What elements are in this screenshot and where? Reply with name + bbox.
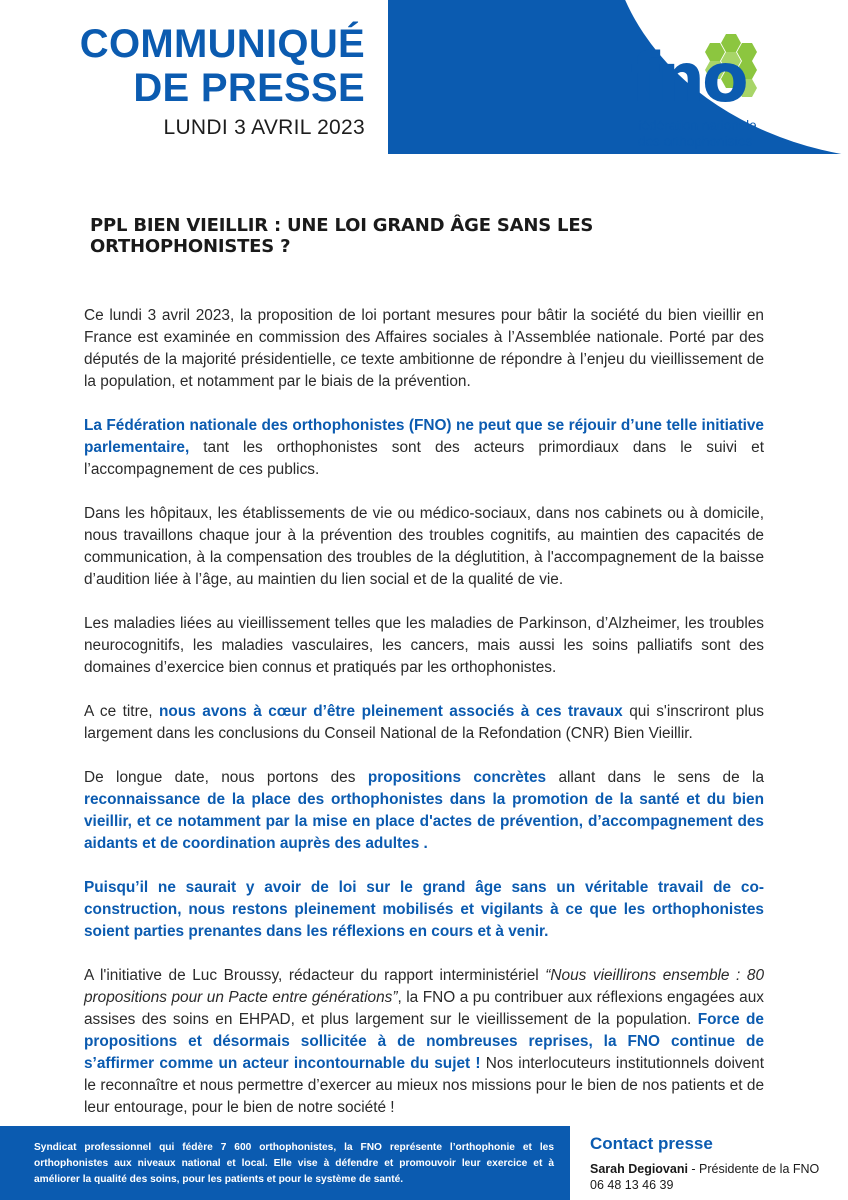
- paragraph: Les maladies liées au vieillissement telles que les maladies de Parkinson, d’Alzheimer, les troubles neurocognitifs, les maladies vasculaires, les cancers, mais aussi les soins palliatifs sont des domaines d’exercice bien connus et pratiqués par les orthophonistes.: [84, 615, 764, 676]
- logo-subtitle-line-2: des orthophonistes: [638, 134, 753, 149]
- logo-subtitle-line-1: fédération nationale: [638, 118, 757, 133]
- paragraph: La Fédération nationale des orthophonistes (FNO) ne peut que se réjouir d’une telle initiative parlementaire, tant les orthophonistes sont des acteurs primordiaux dans le suivi et l’accompagnement de ces publics.: [84, 417, 764, 478]
- release-date: LUNDI 3 AVRIL 2023: [163, 116, 365, 139]
- headline: PPL BIEN VIEILLIR : UNE LOI GRAND ÂGE SANS LES ORTHOPHONISTES ?: [90, 215, 594, 257]
- press-contact: [590, 1134, 840, 1192]
- logo-wordmark: fno: [630, 39, 746, 118]
- paragraph: De longue date, nous portons des propositions concrètes allant dans le sens de la reconnaissance de la place des orthophonistes dans la promotion de la santé et du bien vieillir, et ce notamment par la mise en place d'actes de prévention, d’accompagnement des aidants et de coordination auprès des adultes .: [84, 769, 765, 852]
- logo-subtitle: [638, 118, 788, 150]
- contact-name: Sarah Degiovani: [590, 1162, 688, 1176]
- paragraph: Dans les hôpitaux, les établissements de vie ou médico-sociaux, dans nos cabinets ou à domicile, nous travaillons chaque jour à la prévention des troubles cognitifs, au maintien des capacités de communication, à la compensation des troubles de la déglutition, à l'accompagnement de la baisse d’audition liée à l’âge, au maintien du lien social et de la qualité de vie.: [84, 505, 764, 588]
- contact-title: Contact presse: [590, 1134, 713, 1153]
- press-release-title: [40, 22, 365, 140]
- title-line-1: COMMUNIQUÉ: [79, 22, 365, 66]
- footer-description: Syndicat professionnel qui fédère 7 600 orthophonistes, la FNO représente l’orthophonie et les orthophonistes aux niveaux national et local. Elle vise à défendre et promouvoir leur exercice et à améliorer la qualité des soins, pour les patients et pour le système de santé.: [34, 1142, 554, 1185]
- paragraph: Ce lundi 3 avril 2023, la proposition de loi portant mesures pour bâtir la société du bien vieillir en France est examinée en commission des Affaires sociales à l’Assemblée nationale. Porté par des députés de la majorité présidentielle, ce texte ambitionne de répondre à l’enjeu du vieillissement de la population, et notamment par le biais de la prévention.: [84, 307, 764, 390]
- fno-logo: [620, 30, 820, 150]
- contact-role: - Présidente de la FNO: [687, 1162, 820, 1176]
- body-text: [84, 305, 764, 1141]
- paragraph: A ce titre, nous avons à cœur d’être pleinement associés à ces travaux qui s'inscriront plus largement dans les conclusions du Conseil National de la Refondation (CNR) Bien Vieillir.: [84, 703, 765, 742]
- title-line-2: DE PRESSE: [133, 66, 365, 110]
- contact-phone: 06 48 13 46 39: [590, 1178, 674, 1192]
- paragraph: Puisqu’il ne saurait y avoir de loi sur le grand âge sans un véritable travail de co-construction, nous restons pleinement mobilisés et vigilants à ce que les orthophonistes soient parties prenantes dans les réflexions en cours et à venir.: [84, 879, 764, 940]
- paragraph: A l'initiative de Luc Broussy, rédacteur du rapport interministériel “Nous vieillirons ensemble : 80 propositions pour un Pacte entre générations”, la FNO a pu contribuer aux réflexions engagées aux assises des soins en EHPAD, et plus largement sur le vieillissement de la population. Force de propositions et désormais sollicitée à de nombreuses reprises, la FNO continue de s’affirmer comme un acteur incontournable du sujet ! Nos interlocuteurs institutionnels doivent le reconnaître et nous permettre d’exercer au mieux nos missions pour le bien de nos patients et de leur entourage, pour le bien de notre société !: [84, 967, 765, 1116]
- contact-person: [590, 1162, 840, 1176]
